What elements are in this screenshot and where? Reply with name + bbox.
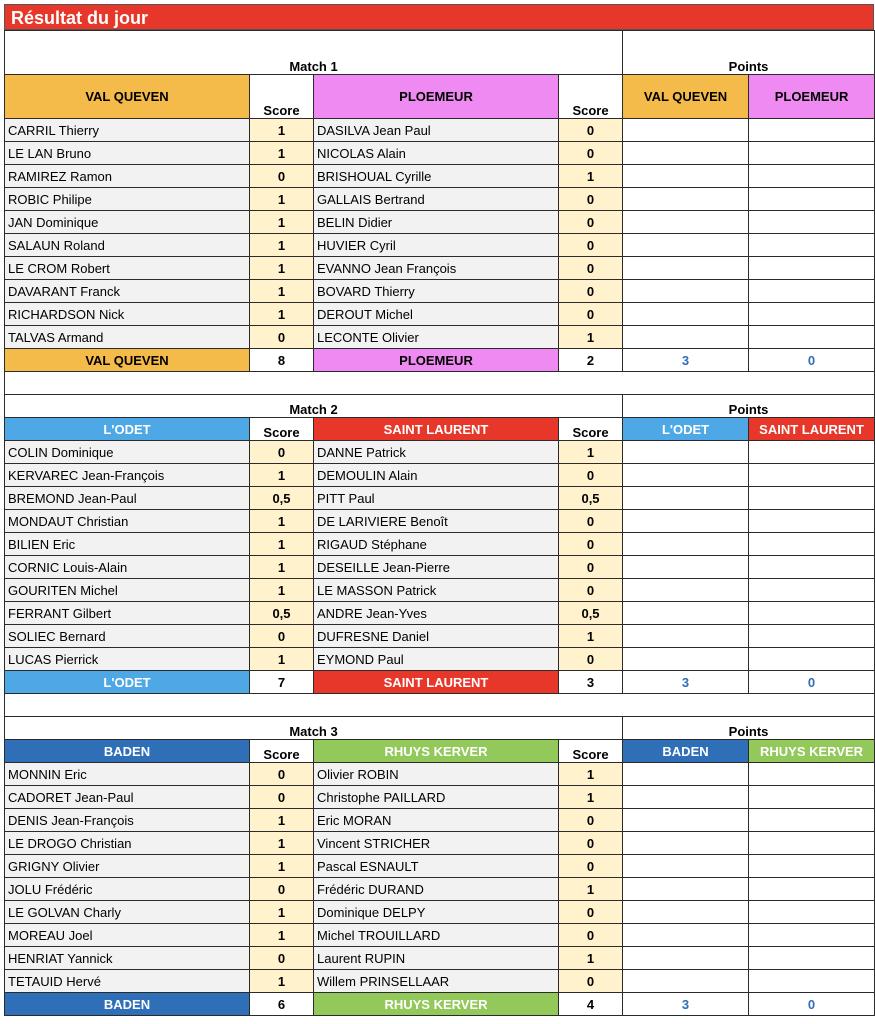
table-row [5,602,875,625]
team1-total-score[interactable]: 8 [250,349,314,372]
points-team2-header: SAINT LAURENT [749,418,875,441]
points-team2-header: RHUYS KERVER [749,740,875,763]
points-cell[interactable] [749,786,875,809]
player-score[interactable]: 0 [250,165,314,188]
player-score[interactable]: 1 [559,878,623,901]
score-header: Score [559,418,623,441]
team1-total-score[interactable]: 6 [250,993,314,1016]
table-row [5,878,875,901]
player-name[interactable]: CARRIL Thierry [5,119,250,142]
points-cell[interactable] [749,326,875,349]
totals-row [5,349,875,372]
player-name[interactable]: LE DROGO Christian [5,832,250,855]
points-cell[interactable] [749,947,875,970]
team2-total-score[interactable]: 2 [559,349,623,372]
player-score[interactable]: 1 [250,901,314,924]
table-row [5,533,875,556]
points-label: Points [623,717,875,740]
player-score[interactable]: 1 [250,855,314,878]
player-score[interactable]: 0,5 [250,602,314,625]
points-team2-header: PLOEMEUR [749,75,875,119]
match-header-row [5,395,875,418]
player-score[interactable]: 1 [559,165,623,188]
table-row [5,579,875,602]
player-score[interactable]: 1 [559,947,623,970]
team2-total-score[interactable]: 3 [559,671,623,694]
player-name[interactable]: Pascal ESNAULT [314,855,559,878]
player-name[interactable]: RAMIREZ Ramon [5,165,250,188]
page-title: Résultat du jour [4,4,874,30]
player-score[interactable]: 0 [250,763,314,786]
points-cell[interactable] [623,602,749,625]
table-row [5,257,875,280]
score-header: Score [250,418,314,441]
player-name[interactable]: TETAUID Hervé [5,970,250,993]
player-name[interactable]: ROBIC Philipe [5,188,250,211]
player-score[interactable]: 0 [559,832,623,855]
player-name[interactable]: DUFRESNE Daniel [314,625,559,648]
points-cell[interactable] [749,510,875,533]
player-score[interactable]: 0 [250,441,314,464]
player-score[interactable]: 1 [250,510,314,533]
player-name[interactable]: Christophe PAILLARD [314,786,559,809]
table-row [5,924,875,947]
table-row [5,625,875,648]
player-name[interactable]: BRISHOUAL Cyrille [314,165,559,188]
points-cell[interactable] [749,855,875,878]
points-cell[interactable] [749,809,875,832]
player-score[interactable]: 1 [250,188,314,211]
team1-total-score[interactable]: 7 [250,671,314,694]
points-label: Points [623,31,875,75]
player-name[interactable]: HENRIAT Yannick [5,947,250,970]
table-row [5,648,875,671]
points-cell[interactable] [749,556,875,579]
results-grid [4,30,875,1016]
player-score[interactable]: 0 [559,533,623,556]
points-cell[interactable] [749,303,875,326]
player-score[interactable]: 0 [559,901,623,924]
player-score[interactable]: 1 [250,970,314,993]
player-name[interactable]: HUVIER Cyril [314,234,559,257]
player-score[interactable]: 0 [250,947,314,970]
table-row [5,119,875,142]
player-name[interactable]: KERVAREC Jean-François [5,464,250,487]
player-score[interactable]: 0 [559,464,623,487]
player-score[interactable]: 1 [559,441,623,464]
points-cell[interactable] [623,625,749,648]
player-name[interactable]: FERRANT Gilbert [5,602,250,625]
team1-header: BADEN [5,740,250,763]
player-score[interactable]: 0 [559,211,623,234]
points-cell[interactable] [623,211,749,234]
points-cell[interactable] [749,970,875,993]
player-name[interactable]: COLIN Dominique [5,441,250,464]
player-score[interactable]: 1 [250,809,314,832]
table-row [5,947,875,970]
table-row [5,211,875,234]
player-score[interactable]: 1 [250,533,314,556]
table-row [5,326,875,349]
spacer-cell [5,694,875,717]
points-cell[interactable] [749,119,875,142]
points-cell[interactable] [749,901,875,924]
player-name[interactable]: Olivier ROBIN [314,763,559,786]
player-score[interactable]: 0 [559,280,623,303]
player-score[interactable]: 1 [250,303,314,326]
player-score[interactable]: 0 [559,579,623,602]
totals-row [5,993,875,1016]
team1-points[interactable]: 3 [623,671,749,694]
spacer-cell [5,372,875,395]
team2-points[interactable]: 0 [749,993,875,1016]
team1-header: VAL QUEVEN [5,75,250,119]
points-cell[interactable] [749,257,875,280]
player-name[interactable]: LE GOLVAN Charly [5,901,250,924]
player-name[interactable]: GALLAIS Bertrand [314,188,559,211]
player-score[interactable]: 1 [559,763,623,786]
points-cell[interactable] [623,763,749,786]
team-header-row [5,418,875,441]
team2-total-label: RHUYS KERVER [314,993,559,1016]
points-cell[interactable] [623,855,749,878]
player-score[interactable]: 0 [559,119,623,142]
points-cell[interactable] [623,809,749,832]
player-name[interactable]: ANDRE Jean-Yves [314,602,559,625]
table-row [5,303,875,326]
table-row [5,786,875,809]
player-name[interactable]: DEMOULIN Alain [314,464,559,487]
player-score[interactable]: 1 [250,648,314,671]
player-name[interactable]: PITT Paul [314,487,559,510]
player-name[interactable]: EVANNO Jean François [314,257,559,280]
player-name[interactable]: DESEILLE Jean-Pierre [314,556,559,579]
points-cell[interactable] [623,786,749,809]
player-score[interactable]: 0 [250,625,314,648]
player-score[interactable]: 1 [250,142,314,165]
player-score[interactable]: 0,5 [250,487,314,510]
score-header: Score [250,740,314,763]
player-name[interactable]: Michel TROUILLARD [314,924,559,947]
player-score[interactable]: 0 [559,970,623,993]
player-name[interactable]: Laurent RUPIN [314,947,559,970]
points-cell[interactable] [623,142,749,165]
player-score[interactable]: 0 [559,234,623,257]
points-cell[interactable] [623,924,749,947]
points-cell[interactable] [749,280,875,303]
player-score[interactable]: 0 [559,257,623,280]
team2-total-label: SAINT LAURENT [314,671,559,694]
points-cell[interactable] [623,533,749,556]
player-score[interactable]: 0 [250,786,314,809]
score-header: Score [250,75,314,119]
player-score[interactable]: 0 [250,878,314,901]
player-score[interactable]: 1 [250,119,314,142]
player-score[interactable]: 0 [559,142,623,165]
points-cell[interactable] [749,211,875,234]
player-score[interactable]: 1 [250,556,314,579]
player-score[interactable]: 1 [250,924,314,947]
points-cell[interactable] [749,625,875,648]
player-name[interactable]: RICHARDSON Nick [5,303,250,326]
points-cell[interactable] [623,947,749,970]
team2-points[interactable]: 0 [749,671,875,694]
points-cell[interactable] [749,648,875,671]
table-row [5,234,875,257]
player-score[interactable]: 1 [559,326,623,349]
player-score[interactable]: 1 [250,832,314,855]
table-row [5,832,875,855]
player-score[interactable]: 1 [250,579,314,602]
team1-total-label: L'ODET [5,671,250,694]
player-score[interactable]: 0 [559,188,623,211]
player-score[interactable]: 0,5 [559,602,623,625]
player-name[interactable]: DENIS Jean-François [5,809,250,832]
points-cell[interactable] [749,533,875,556]
team1-total-label: VAL QUEVEN [5,349,250,372]
points-cell[interactable] [623,510,749,533]
points-cell[interactable] [623,188,749,211]
table-row [5,441,875,464]
player-score[interactable]: 1 [559,625,623,648]
team2-header: RHUYS KERVER [314,740,559,763]
player-score[interactable]: 1 [250,234,314,257]
match-header-row [5,717,875,740]
player-name[interactable]: BREMOND Jean-Paul [5,487,250,510]
player-name[interactable]: Willem PRINSELLAAR [314,970,559,993]
player-score[interactable]: 0 [559,648,623,671]
spacer-row [5,694,875,717]
table-row [5,763,875,786]
team-header-row [5,75,875,119]
player-name[interactable]: DEROUT Michel [314,303,559,326]
points-cell[interactable] [623,832,749,855]
player-score[interactable]: 0 [559,924,623,947]
points-cell[interactable] [749,441,875,464]
table-row [5,510,875,533]
match-label: Match 1 [5,31,623,75]
points-cell[interactable] [623,579,749,602]
points-cell[interactable] [749,142,875,165]
player-name[interactable]: MONDAUT Christian [5,510,250,533]
table-row [5,188,875,211]
player-score[interactable]: 0 [559,809,623,832]
player-name[interactable]: LE CROM Robert [5,257,250,280]
table-row [5,165,875,188]
table-row [5,280,875,303]
player-name[interactable]: Dominique DELPY [314,901,559,924]
player-score[interactable]: 1 [250,257,314,280]
team2-points[interactable]: 0 [749,349,875,372]
player-name[interactable]: LECONTE Olivier [314,326,559,349]
points-cell[interactable] [749,924,875,947]
player-name[interactable]: TALVAS Armand [5,326,250,349]
points-cell[interactable] [749,234,875,257]
table-row [5,970,875,993]
player-score[interactable]: 1 [250,211,314,234]
team1-header: L'ODET [5,418,250,441]
table-row [5,809,875,832]
player-score[interactable]: 0 [250,326,314,349]
table-row [5,901,875,924]
player-name[interactable]: DE LARIVIERE Benoît [314,510,559,533]
player-name[interactable]: DANNE Patrick [314,441,559,464]
player-score[interactable]: 0 [559,855,623,878]
points-team1-header: VAL QUEVEN [623,75,749,119]
player-score[interactable]: 0 [559,510,623,533]
points-cell[interactable] [623,970,749,993]
player-name[interactable]: RIGAUD Stéphane [314,533,559,556]
player-name[interactable]: SOLIEC Bernard [5,625,250,648]
score-header: Score [559,740,623,763]
points-cell[interactable] [623,257,749,280]
points-cell[interactable] [623,303,749,326]
spacer-row [5,372,875,395]
player-name[interactable]: DASILVA Jean Paul [314,119,559,142]
points-cell[interactable] [623,878,749,901]
player-name[interactable]: DAVARANT Franck [5,280,250,303]
player-name[interactable]: MONNIN Eric [5,763,250,786]
points-cell[interactable] [623,119,749,142]
points-cell[interactable] [623,901,749,924]
player-name[interactable]: GRIGNY Olivier [5,855,250,878]
points-cell[interactable] [749,763,875,786]
points-cell[interactable] [749,878,875,901]
points-cell[interactable] [623,556,749,579]
points-cell[interactable] [623,165,749,188]
team1-total-label: BADEN [5,993,250,1016]
table-row [5,855,875,878]
points-cell[interactable] [749,464,875,487]
player-name[interactable]: BOVARD Thierry [314,280,559,303]
points-cell[interactable] [623,487,749,510]
player-name[interactable]: LE MASSON Patrick [314,579,559,602]
points-cell[interactable] [749,165,875,188]
team1-points[interactable]: 3 [623,349,749,372]
player-name[interactable]: GOURITEN Michel [5,579,250,602]
player-name[interactable]: CORNIC Louis-Alain [5,556,250,579]
table-row [5,464,875,487]
points-cell[interactable] [749,602,875,625]
table-row [5,556,875,579]
team2-total-label: PLOEMEUR [314,349,559,372]
team1-points[interactable]: 3 [623,993,749,1016]
player-name[interactable]: NICOLAS Alain [314,142,559,165]
player-score[interactable]: 1 [559,786,623,809]
team2-header: PLOEMEUR [314,75,559,119]
match-label: Match 3 [5,717,623,740]
points-cell[interactable] [749,832,875,855]
player-name[interactable]: LUCAS Pierrick [5,648,250,671]
player-score[interactable]: 0 [559,556,623,579]
points-cell[interactable] [623,464,749,487]
points-cell[interactable] [623,234,749,257]
player-name[interactable]: Frédéric DURAND [314,878,559,901]
team2-header: SAINT LAURENT [314,418,559,441]
points-cell[interactable] [749,579,875,602]
player-score[interactable]: 1 [250,280,314,303]
match-header-row [5,31,875,75]
player-name[interactable]: JAN Dominique [5,211,250,234]
points-label: Points [623,395,875,418]
table-row [5,142,875,165]
points-team1-header: BADEN [623,740,749,763]
points-team1-header: L'ODET [623,418,749,441]
player-name[interactable]: SALAUN Roland [5,234,250,257]
team-header-row [5,740,875,763]
player-name[interactable]: Vincent STRICHER [314,832,559,855]
points-cell[interactable] [749,487,875,510]
player-score[interactable]: 0 [559,303,623,326]
player-name[interactable]: MOREAU Joel [5,924,250,947]
player-name[interactable]: BILIEN Eric [5,533,250,556]
totals-row [5,671,875,694]
player-name[interactable]: JOLU Frédéric [5,878,250,901]
table-row [5,487,875,510]
points-cell[interactable] [749,188,875,211]
score-header: Score [559,75,623,119]
player-score[interactable]: 1 [250,464,314,487]
player-name[interactable]: Eric MORAN [314,809,559,832]
points-cell[interactable] [623,441,749,464]
player-score[interactable]: 0,5 [559,487,623,510]
player-name[interactable]: LE LAN Bruno [5,142,250,165]
points-cell[interactable] [623,648,749,671]
player-name[interactable]: BELIN Didier [314,211,559,234]
points-cell[interactable] [623,326,749,349]
match-label: Match 2 [5,395,623,418]
team2-total-score[interactable]: 4 [559,993,623,1016]
player-name[interactable]: CADORET Jean-Paul [5,786,250,809]
points-cell[interactable] [623,280,749,303]
player-name[interactable]: EYMOND Paul [314,648,559,671]
